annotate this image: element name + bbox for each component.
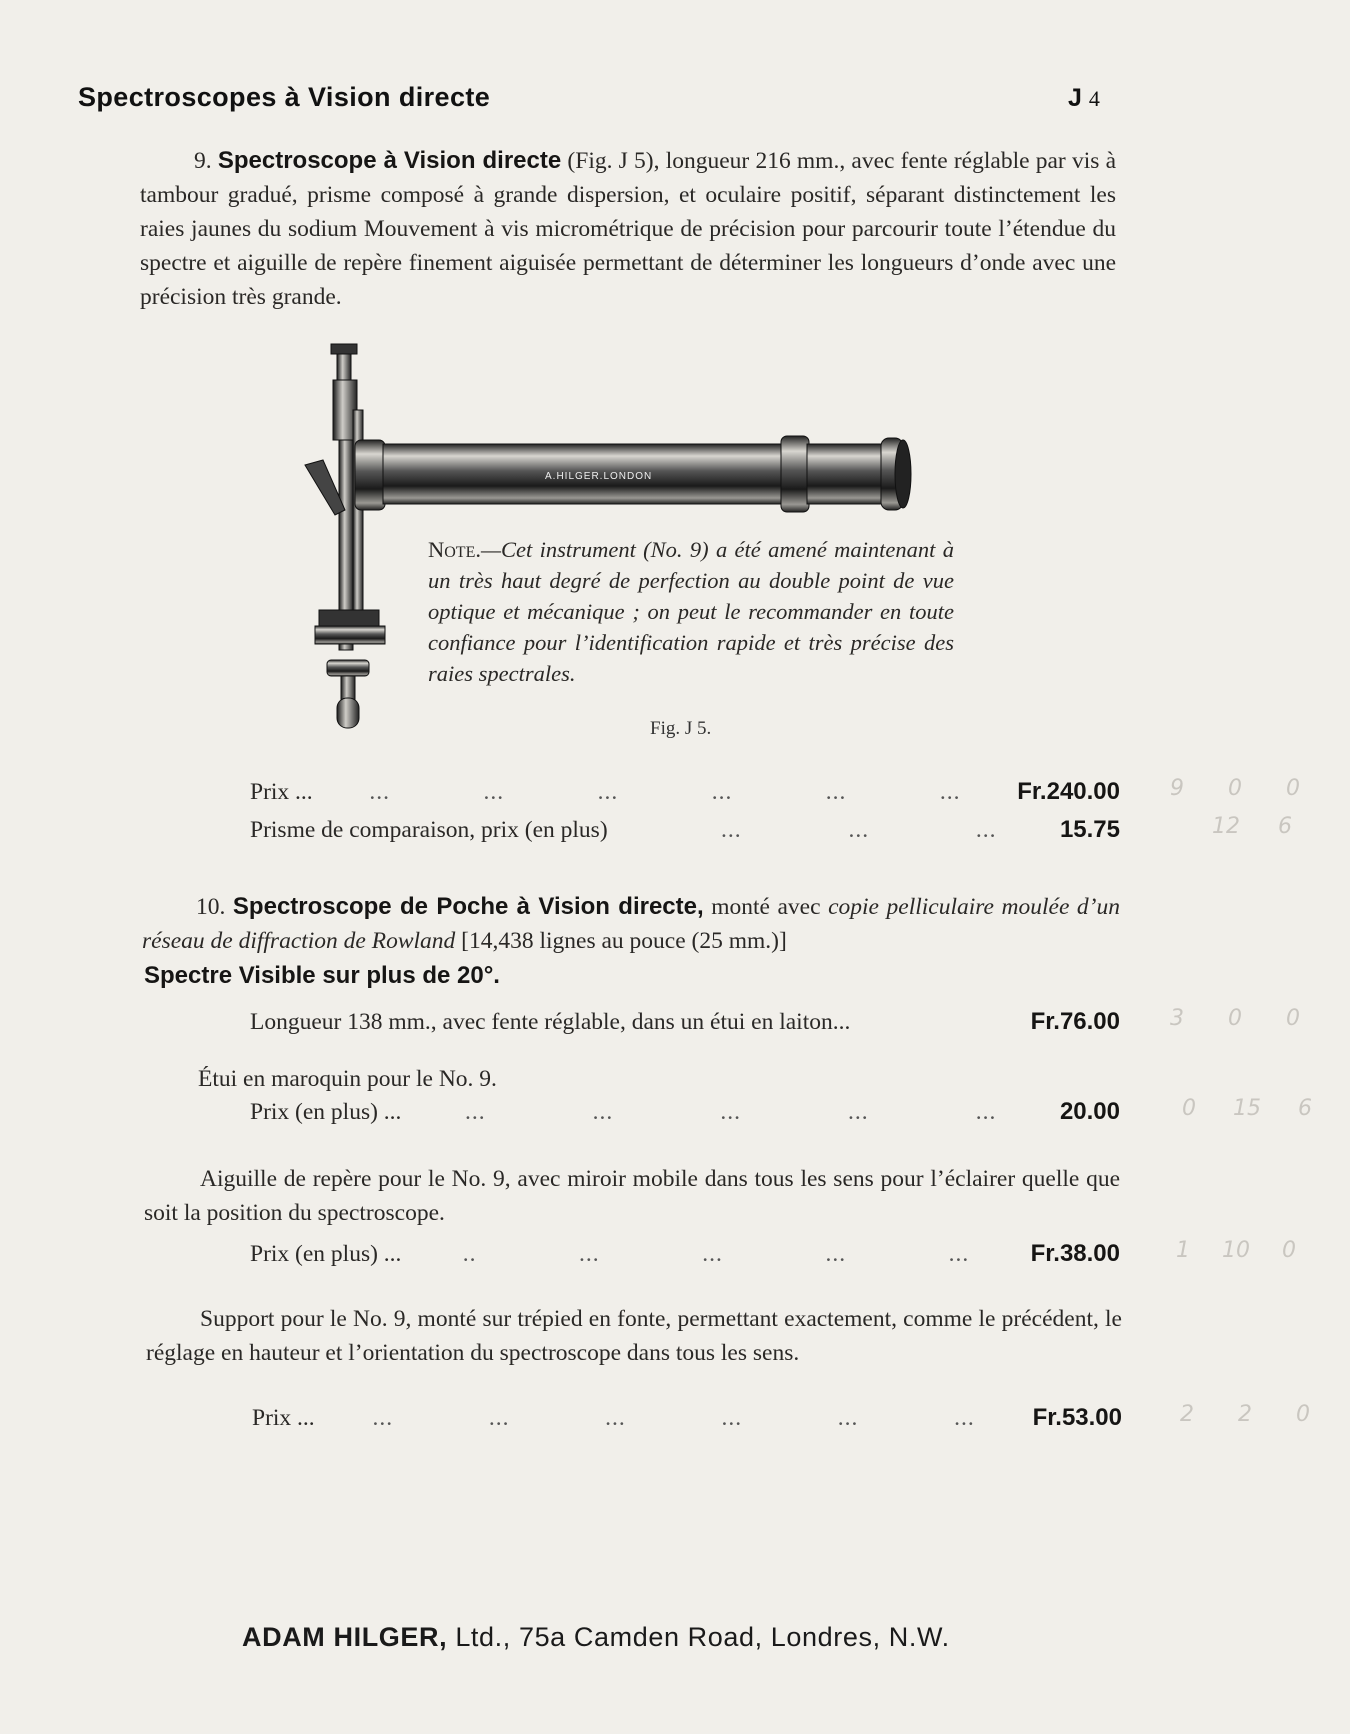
pencil-note	[1182, 1096, 1312, 1121]
pencil-figure: 10	[1222, 1238, 1250, 1263]
pencil-figure: 12	[1212, 814, 1240, 839]
pencil-note	[1212, 814, 1292, 839]
pencil-figure: 6	[1298, 1096, 1312, 1121]
item-10-description	[142, 890, 1120, 958]
item-10-name: Spectroscope de Poche à Vision directe,	[232, 893, 704, 920]
price-row-item-9	[250, 778, 1120, 806]
footer-company: ADAM HILGER,	[242, 1622, 448, 1652]
figure-note	[428, 534, 954, 689]
leader-dots: .. ... ... ... ...	[462, 1241, 970, 1267]
price-value: Fr.76.00	[1030, 1008, 1120, 1035]
item-10-italic: copie pelliculaire moulée d’un réseau de diffraction de Rowland	[142, 894, 1120, 954]
item-10-text-a: monté avec	[703, 894, 829, 920]
pencil-figure: 9	[1170, 776, 1184, 801]
price-label: Prisme de comparaison, prix (en plus)	[250, 817, 608, 843]
spectre-visible: Spectre Visible sur plus de 20°.	[144, 962, 500, 989]
price-label: Prix ...	[252, 1405, 315, 1431]
pencil-note	[1170, 1006, 1300, 1031]
pencil-figure: 1	[1176, 1238, 1190, 1263]
engraving-text: A.HILGER.LONDON	[545, 471, 653, 482]
pencil-figure: 2	[1180, 1402, 1194, 1427]
item-9-text: (Fig. J 5), longueur 216 mm., avec fente réglable par vis à tambour gradué, prisme composé à grande dispersion, et oculaire positif, séparant distinctement les raies jaunes du sodium Mouvement à vis micrométrique de précision pour parcourir toute l’étendue du spectre et aiguille de repère finement aiguisée permettant de déterminer les longueurs d’onde avec une précision très grande.	[140, 148, 1117, 310]
pencil-figure: 0	[1228, 776, 1242, 801]
footer-rest: Ltd., 75a Camden Road, Londres, N.W.	[455, 1622, 950, 1652]
item-10-text-b: [14,438 lignes au pouce (25 mm.)]	[455, 928, 787, 954]
note-text: —Cet instrument (No. 9) a été amené maintenant à un très haut degré de perfection au double point de vue optique et mécanique ; on peut le recommander en toute confiance pour l’identification rapide et très précise des raies spectrales.	[428, 537, 954, 686]
page-num: 4	[1088, 86, 1100, 111]
footer-address	[242, 1622, 950, 1653]
pencil-figure: 2	[1238, 1402, 1252, 1427]
price-value: Fr.38.00	[1030, 1240, 1120, 1267]
price-row-support	[252, 1404, 1122, 1432]
price-label: Longueur 138 mm., avec fente réglable, dans un étui en laiton...	[250, 1009, 851, 1035]
figure-caption: Fig. J 5.	[650, 718, 712, 739]
price-row-aiguille	[250, 1240, 1120, 1268]
pencil-note	[1170, 776, 1300, 801]
page-header-title: Spectroscopes à Vision directe	[78, 82, 491, 112]
pencil-figure: 15	[1233, 1096, 1261, 1121]
price-row-item-10	[250, 1008, 1120, 1036]
item-9-name: Spectroscope à Vision directe	[217, 147, 562, 174]
aiguille-description: Aiguille de repère pour le No. 9, avec miroir mobile dans tous les sens pour l’éclairer quelle que soit la position du spectroscope.	[144, 1166, 1120, 1226]
pencil-note	[1180, 1402, 1310, 1427]
item-10-number: 10.	[196, 894, 226, 920]
price-row-etui	[250, 1098, 1120, 1126]
leader-dots: ... ... ... ... ...	[464, 1099, 997, 1125]
etui-description: Étui en maroquin pour le No. 9.	[198, 1066, 497, 1092]
price-value: Fr.240.00	[1017, 778, 1120, 805]
pencil-note	[1176, 1238, 1296, 1263]
pencil-figure: 0	[1286, 1006, 1300, 1031]
leader-dots: ... ... ... ... ... ...	[369, 779, 961, 805]
pencil-figure: 0	[1286, 776, 1300, 801]
note-label: Note.	[428, 537, 481, 562]
pencil-figure: 3	[1170, 1006, 1184, 1031]
support-description: Support pour le No. 9, monté sur trépied en fonte, permettant exactement, comme le précédent, le réglage en hauteur et l’orientation du spectroscope dans tous les sens.	[146, 1306, 1122, 1366]
price-label: Prix ...	[250, 779, 313, 805]
item-9-description	[140, 144, 1116, 314]
page-number	[1068, 84, 1100, 113]
section-letter: J	[1068, 84, 1082, 112]
item-9-number: 9.	[194, 148, 212, 174]
pencil-figure: 0	[1182, 1096, 1196, 1121]
price-value: 15.75	[1059, 816, 1120, 843]
leader-dots: ... ... ... ... ... ...	[372, 1405, 975, 1431]
price-label: Prix (en plus) ...	[250, 1099, 402, 1125]
pencil-figure: 0	[1296, 1402, 1310, 1427]
pencil-figure: 0	[1282, 1238, 1296, 1263]
price-value: Fr.53.00	[1032, 1404, 1122, 1431]
pencil-figure: 6	[1278, 814, 1292, 839]
price-value: 20.00	[1059, 1098, 1120, 1125]
pencil-figure: 0	[1228, 1006, 1242, 1031]
price-label: Prix (en plus) ...	[250, 1241, 402, 1267]
leader-dots: ... ... ...	[721, 817, 997, 843]
price-row-prism	[250, 816, 1120, 844]
